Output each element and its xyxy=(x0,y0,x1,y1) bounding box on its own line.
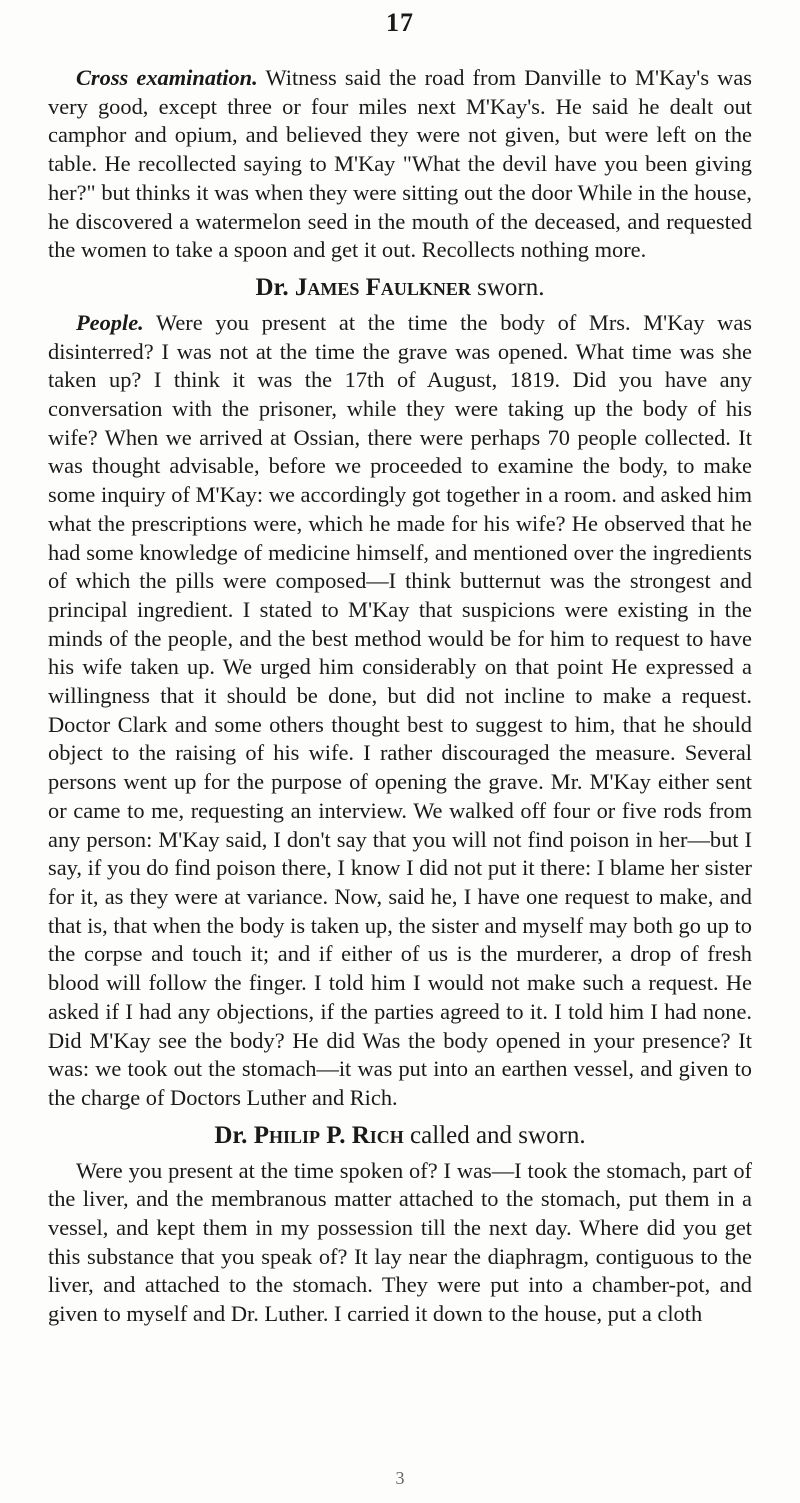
witness-heading-faulkner xyxy=(48,271,752,305)
heading-prefix: Dr. xyxy=(214,1121,248,1149)
page-number: 17 xyxy=(386,8,414,37)
heading-suffix: sworn. xyxy=(477,273,545,301)
paragraph-text: Were you present at the time spoken of? I was—I took the stomach, part of the liver, and the membranous matter attached to the stomach, put them in a vessel, and kept them in my possession till the next day. Where did you get this substance that you speak of? It lay near the diaphragm, contiguous to the liver, and attached to the stomach. They were put into a chamber-pot, and given to myself and Dr. Luther. I carried it down to the house, put a cloth xyxy=(48,1157,752,1327)
paragraph-lead: People. xyxy=(76,309,144,335)
heading-suffix: called and sworn. xyxy=(410,1121,586,1149)
cross-examination-paragraph xyxy=(48,64,752,265)
witness-name: James Faulkner xyxy=(294,273,471,301)
paragraph-lead: Cross examination. xyxy=(76,65,258,90)
page-body xyxy=(48,64,752,1329)
witness-name: Philip P. Rich xyxy=(253,1121,404,1149)
heading-prefix: Dr. xyxy=(255,273,289,301)
signature-mark: 3 xyxy=(395,1468,405,1488)
witness-heading-rich xyxy=(48,1119,752,1153)
paragraph-text: Were you present at the time the body of Mrs. M'Kay was disinterred? I was not at the time the grave was opened. What time was she taken up? I think it was the 17th of August, 1819. Did you have any conversation with the prisoner, while they were taking up the body of his wife? When we arrived at Ossian, there were perhaps 70 people collected. It was thought advisable, before we proceeded to examine the body, to make some inquiry of M'Kay: we accordingly got together in a room. and asked him what the prescriptions were, which he made for his wife? He observed that he had some knowledge of medicine himself, and mentioned over the ingredients of which the pills were composed—I think butternut was the strongest and principal ingredient. I stated to M'Kay that suspicions were existing in the minds of the people, and the best method would be for him to request to have his wife taken up. We urged him considerably on that point He expressed a willingness that it should be done, but did not incline to make a request. Doctor Clark and some others thought best to suggest to him, that he should object to the raising of his wife. I rather discouraged the measure. Several persons went up for the purpose of opening the grave. Mr. M'Kay either sent or came to me, requesting an interview. We walked off four or five rods from any person: M'Kay said, I don't say that you will not find poison in her—but I say, if you do find poison there, I know I did not put it there: I blame her sister for it, as they were at variance. Now, said he, I have one request to make, and that is, that when the body is taken up, the sister and myself may both go up to the corpse and touch it; and if either of us is the murderer, a drop of fresh blood will follow the finger. I told him I would not make such a request. He asked if I had any objections, if the parties agreed to it. I told him I had none. Did M'Kay see the body? He did Was the body opened in your presence? It was: we took out the stomach—it was put into an earthen vessel, and given to the charge of Doctors Luther and Rich. xyxy=(48,309,752,1110)
paragraph-text: Witness said the road from Danville to M'Kay's was very good, except three or four miles next M'Kay's. He said he dealt out camphor and opium, and believed they were not given, but were left on the table. He recollected saying to M'Kay "What the devil have you been giving her?" but thinks it was when they were sitting out the door While in the house, he discovered a watermelon seed in the mouth of the deceased, and requested the women to take a spoon and get it out. Recollects nothing more. xyxy=(48,65,753,263)
people-examination-paragraph xyxy=(48,309,752,1113)
rich-testimony-paragraph xyxy=(48,1157,752,1329)
